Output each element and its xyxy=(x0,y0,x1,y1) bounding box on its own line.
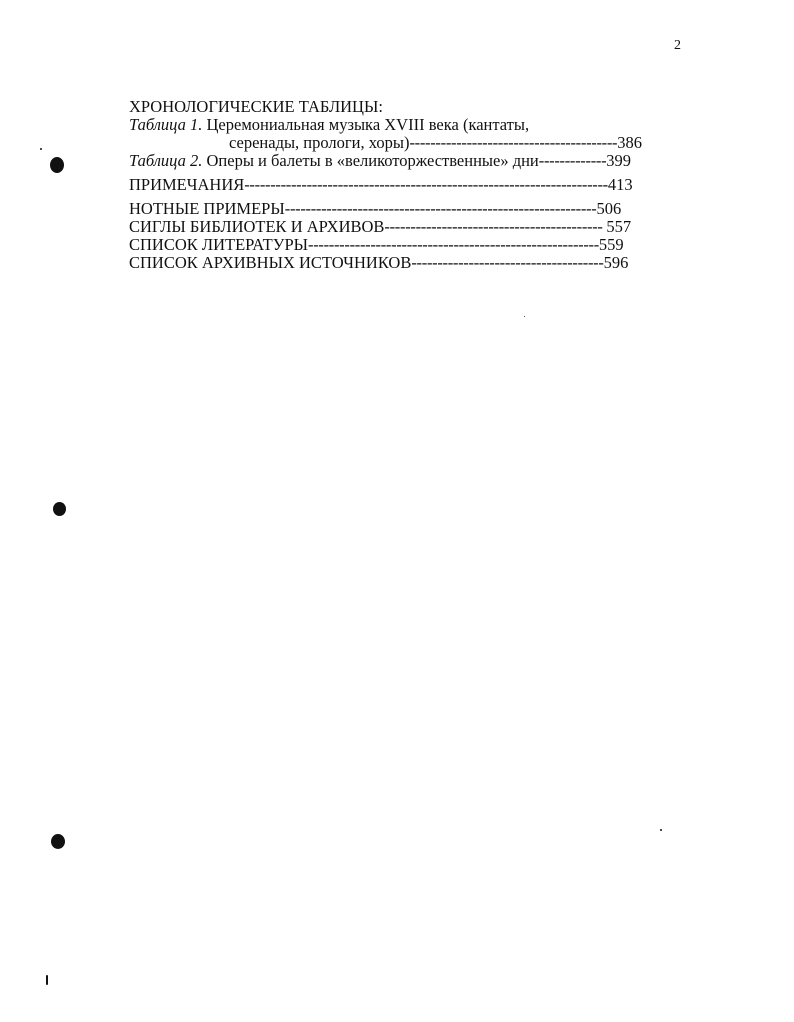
table-1-label: Таблица 1. xyxy=(129,115,203,134)
scan-speck xyxy=(46,975,48,985)
music-examples-page: 506 xyxy=(596,199,622,218)
library-sigla-page: 557 xyxy=(606,217,632,236)
toc-entry-music-examples xyxy=(129,200,669,218)
punch-hole-mark-top xyxy=(50,157,64,173)
punch-hole-mark-bottom xyxy=(51,834,65,849)
library-sigla-title: СИГЛЫ БИБЛИОТЕК И АРХИВОВ xyxy=(129,217,385,236)
literature-page: 559 xyxy=(598,235,624,254)
table-of-contents xyxy=(129,98,669,272)
table-2-leader: ------------- xyxy=(538,151,607,170)
table-1-title-line1: Церемониальная музыка XVIII века (кантаты, xyxy=(202,115,530,134)
table-1-leader: ---------------------------------------- xyxy=(409,133,618,152)
table-1-page: 386 xyxy=(617,133,642,152)
scan-speck xyxy=(660,829,662,831)
notes-leader: ---------------------------------------------------------------------- xyxy=(244,175,608,194)
toc-heading-chronological-tables: ХРОНОЛОГИЧЕСКИЕ ТАБЛИЦЫ: xyxy=(129,97,383,116)
archival-sources-leader: ------------------------------------- xyxy=(411,253,604,272)
notes-page: 413 xyxy=(607,175,633,194)
punch-hole-mark-middle xyxy=(53,502,66,516)
scan-speck xyxy=(40,148,42,150)
archival-sources-title: СПИСОК АРХИВНЫХ ИСТОЧНИКОВ xyxy=(129,253,412,272)
table-1-title-line2: серенады, прологи, хоры) xyxy=(229,133,410,152)
music-examples-leader: ------------------------------------------------------------ xyxy=(284,199,597,218)
toc-entry-library-sigla xyxy=(129,218,669,236)
toc-entry-table-2 xyxy=(129,152,669,170)
toc-entry-table-1 xyxy=(129,116,669,134)
literature-title: СПИСОК ЛИТЕРАТУРЫ xyxy=(129,235,309,254)
table-2-title: Оперы и балеты в «великоторжественные» дни xyxy=(202,151,539,170)
page-number: 2 xyxy=(674,38,681,53)
notes-title: ПРИМЕЧАНИЯ xyxy=(129,175,245,194)
toc-entry-literature xyxy=(129,236,669,254)
toc-entry-archival-sources xyxy=(129,254,669,272)
toc-entry-table-1-continued xyxy=(129,134,669,152)
literature-leader: -------------------------------------------------------- xyxy=(308,235,599,254)
music-examples-title: НОТНЫЕ ПРИМЕРЫ xyxy=(129,199,285,218)
toc-entry-notes xyxy=(129,176,669,194)
table-2-page: 399 xyxy=(606,151,632,170)
library-sigla-leader: ------------------------------------------ xyxy=(384,217,607,236)
scan-speck xyxy=(524,316,525,317)
table-2-label: Таблица 2. xyxy=(129,151,203,170)
archival-sources-page: 596 xyxy=(603,253,629,272)
